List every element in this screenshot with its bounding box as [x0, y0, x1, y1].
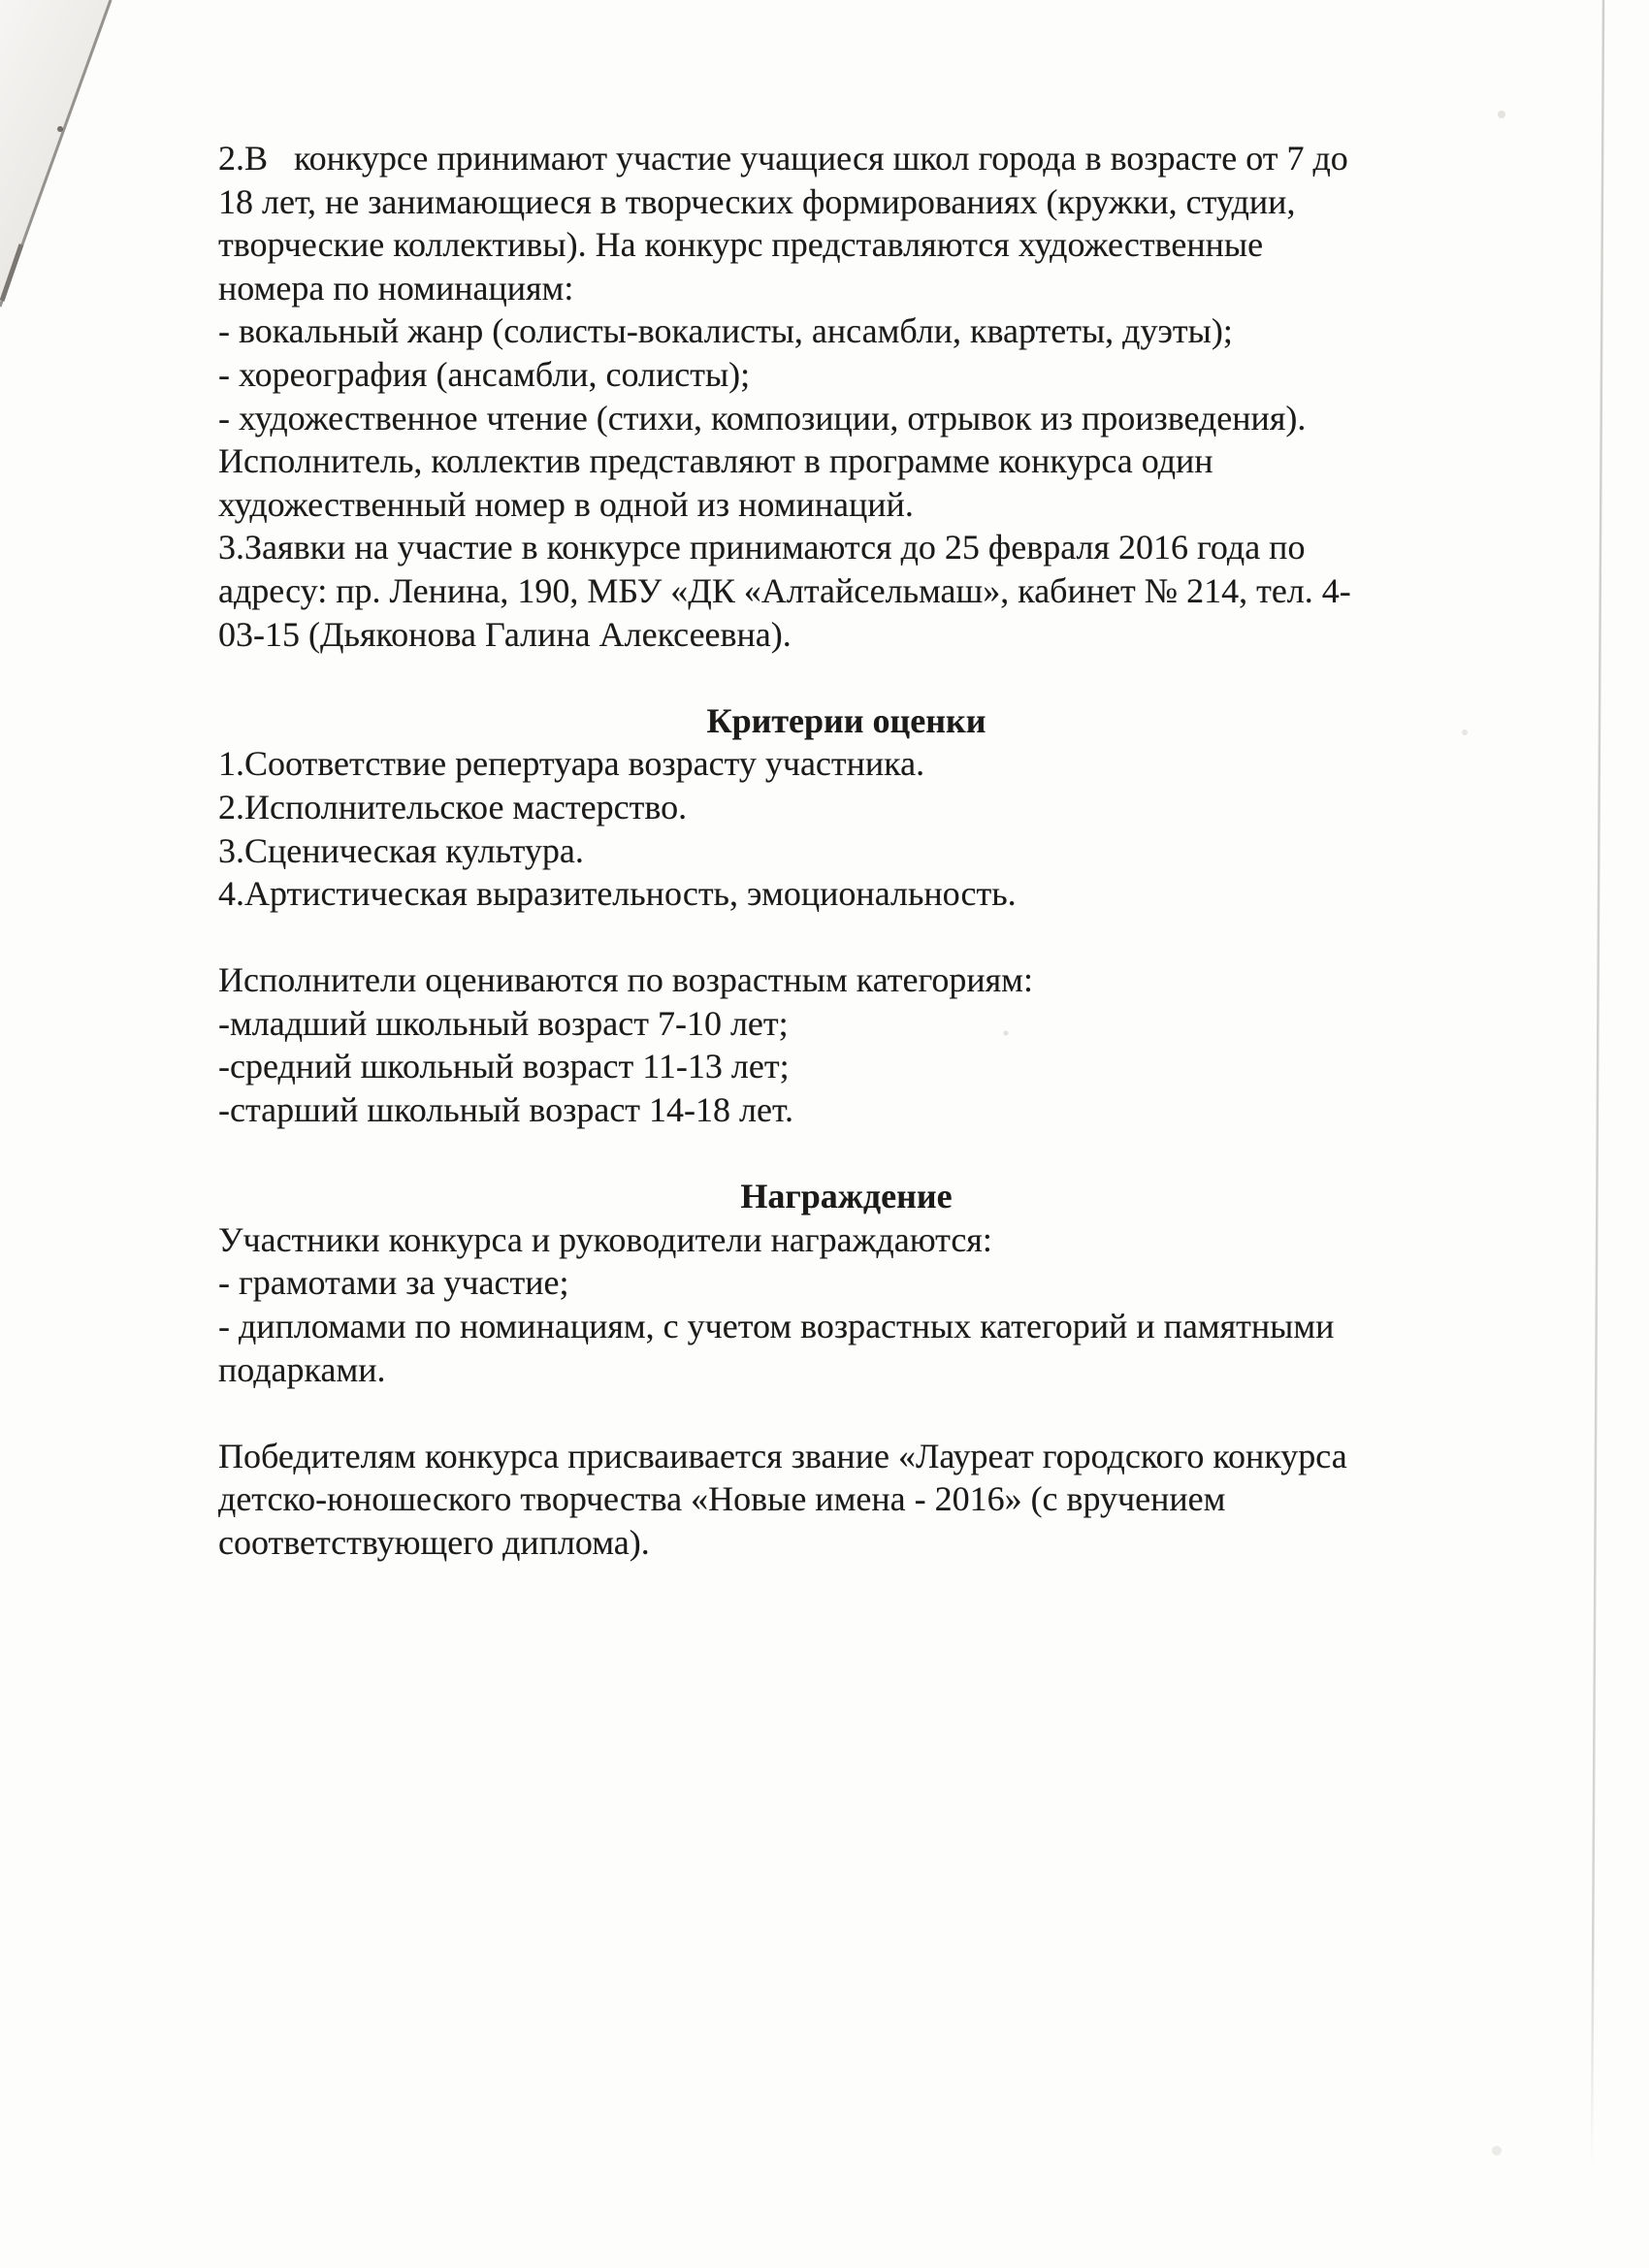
text-line: творческие коллективы). На конкурс представляются художественные [218, 225, 1264, 265]
text-line: - вокальный жанр (солисты-вокалисты, ансамбли, квартеты, дуэты); [218, 311, 1233, 351]
text-line: 1.Соответствие репертуара возрасту участника. [218, 744, 925, 784]
text-line: - хореография (ансамбли, солисты); [218, 354, 751, 394]
text-line: 03-15 (Дьяконова Галина Алексеевна). [218, 614, 792, 654]
text-line: - грамотами за участие; [218, 1263, 569, 1303]
text-line: -старший школьный возраст 14-18 лет. [218, 1090, 793, 1130]
blank-line [218, 1132, 1474, 1176]
text-line: - дипломами по номинациям, с учетом возрастных категорий и памятными [218, 1307, 1335, 1346]
section-heading: Критерии оценки [706, 700, 986, 740]
text-line: 2.В конкурсе принимают участие учащиеся школ города в возрасте от 7 до [218, 139, 1348, 178]
blank-line [218, 656, 1474, 699]
text-line: Победителям конкурса присваивается звание «Лауреат городского конкурса [218, 1436, 1347, 1475]
text-line: 2.Исполнительское мастерство. [218, 787, 688, 826]
document-body [218, 137, 1474, 1565]
text-line: -средний школьный возраст 11-13 лет; [218, 1047, 790, 1086]
text-line: Участники конкурса и руководители награждаются: [218, 1219, 992, 1259]
page-corner-fold [0, 0, 113, 308]
text-line: -младший школьный возраст 7-10 лет; [218, 1003, 789, 1043]
scanner-edge-line [1592, 0, 1603, 2168]
text-line: 18 лет, не занимающиеся в творческих формированиях (кружки, студии, [218, 181, 1296, 221]
text-line: Исполнители оцениваются по возрастным категориям: [218, 960, 1033, 1000]
text-line: художественный номер в одной из номинаций. [218, 484, 914, 524]
text-line: адресу: пр. Ленина, 190, МБУ «ДК «Алтайсельмаш», кабинет № 214, тел. 4- [218, 570, 1351, 610]
text-line: Исполнитель, коллектив представляют в программе конкурса один [218, 441, 1213, 481]
text-line: детско-юношеского творчества «Новые имена - 2016» (с вручением [218, 1479, 1226, 1519]
section-heading: Награждение [740, 1177, 953, 1216]
text-line: соответствующего диплома). [218, 1523, 650, 1562]
blank-line [218, 1391, 1474, 1435]
text-line: номера по номинациям: [218, 268, 574, 308]
text-line: 3.Заявки на участие в конкурсе принимаются до 25 февраля 2016 года по [218, 528, 1306, 567]
text-line: 4.Артистическая выразительность, эмоциональность. [218, 874, 1017, 914]
text-line: подарками. [218, 1349, 386, 1389]
text-line: - художественное чтение (стихи, композиции, отрывок из произведения). [218, 398, 1307, 437]
text-line: 3.Сценическая культура. [218, 830, 584, 870]
blank-line [218, 916, 1474, 959]
